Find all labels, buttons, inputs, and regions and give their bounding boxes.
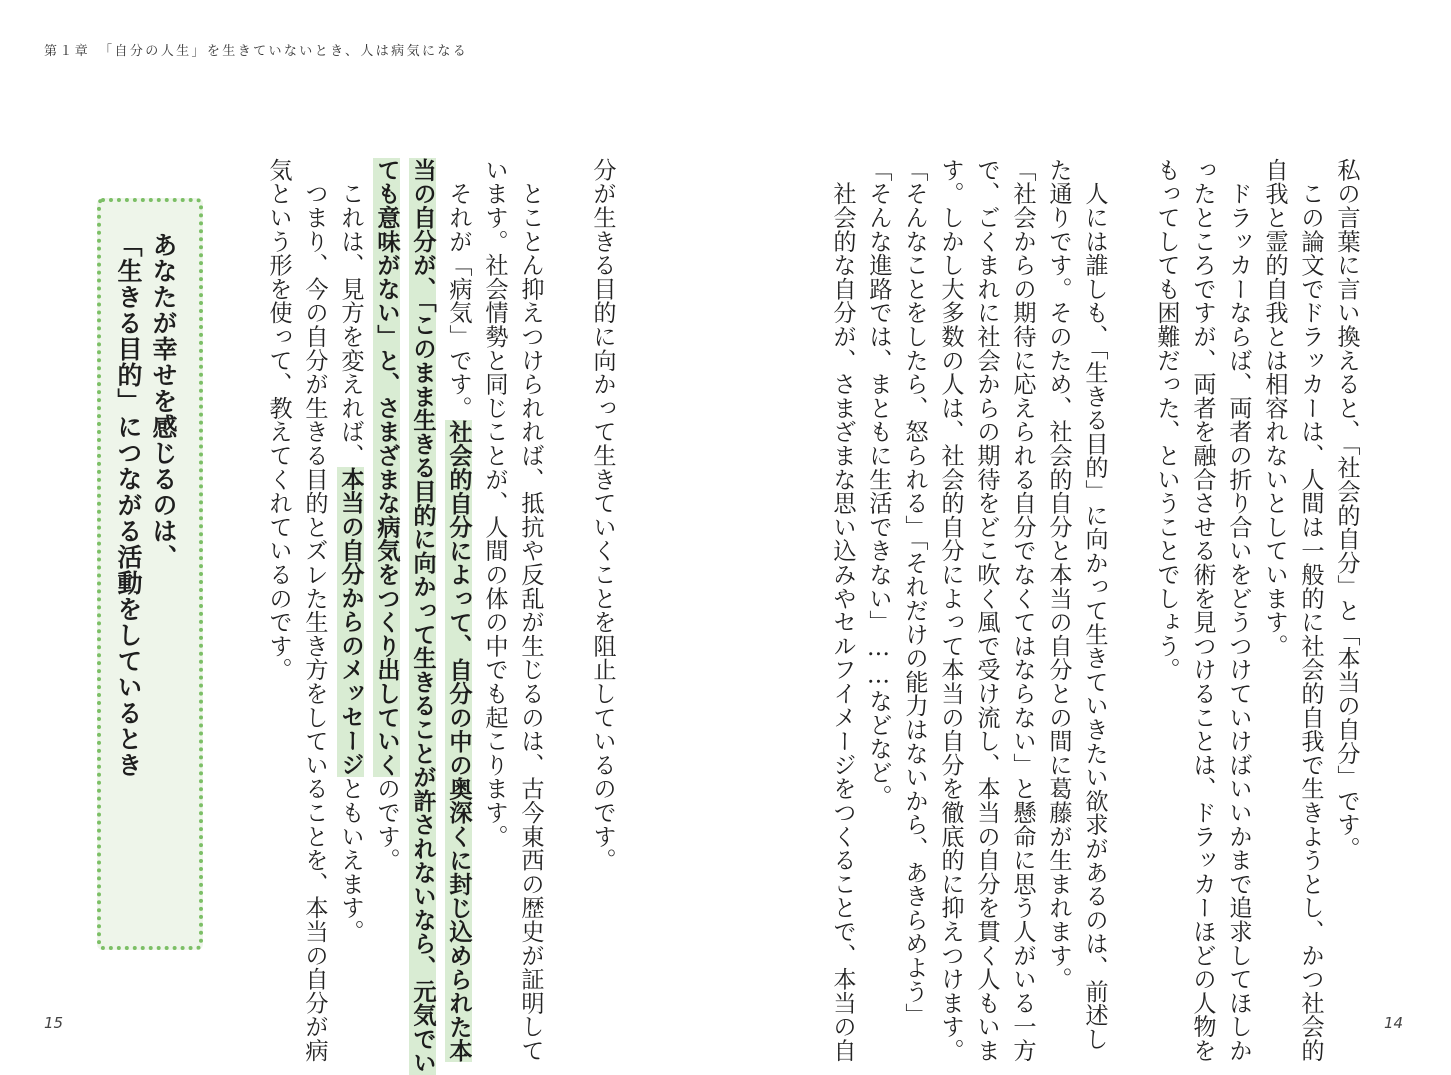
right-page-line-10: で、ごくまれに社会からの期待をどこ吹く風で受け流し、本当の自分を貫く人もいま [973, 158, 1000, 1063]
left-page-line-3: います。社会情勢と同じことが、人間の体の中でも起こります。 [481, 158, 508, 849]
left-page-line-6 [369, 158, 403, 872]
right-page-line-9: 「社会からの期待に応えられる自分でなくてはならない」と懸命に思う人がいる一方 [1009, 158, 1036, 1063]
callout-line-1: あなたが幸せを感じるのは、 [149, 232, 178, 570]
left-page-line-4-text: それが「病気」です。 [445, 158, 472, 420]
right-page-line-2: この論文でドラッカーは、人間は一般的に社会的自我で生きようとし、かつ社会的 [1297, 158, 1324, 1063]
highlighted-passage: 当の自分が、「このまま生きる目的に向かって生きることが許されないなら、元気でい [409, 158, 436, 1075]
left-page-line-9: 気という形を使って、教えてくれているのです。 [265, 158, 292, 682]
callout-line-2: 「生きる目的」につながる活動をしているとき [114, 232, 143, 778]
right-page-line-12: 「そんなことをしたら、怒られる」「それだけの能力はないから、あきらめよう」 [901, 158, 928, 1027]
running-head: 第１章 「自分の人生」を生きていないとき、人は病気になる [44, 44, 469, 59]
left-page-line-7-text: これは、見方を変えれば、 [337, 158, 364, 468]
right-page-line-11: す。しかし大多数の人は、社会的自分によって本当の自分を徹底的に抑えつけます。 [937, 158, 964, 1063]
right-page-line-8: た通りです。そのため、社会的自分と本当の自分との間に葛藤が生まれます。 [1045, 158, 1072, 991]
right-page-line-3: 自我と霊的自我とは相容れないとしています。 [1261, 158, 1288, 658]
callout-box [97, 198, 203, 950]
page-number-left: 15 [44, 1014, 64, 1032]
left-page-line-7-tail: ともいえます。 [337, 776, 364, 944]
left-page-line-1: 分が生きる目的に向かって生きていくことを阻止しているのです。 [589, 158, 616, 872]
right-page-line-13: 「そんな進路では、まともに生活できない」……などなど。 [865, 158, 892, 809]
left-page-line-2: とことん抑えつけられれば、抵抗や反乱が生じるのは、古今東西の歴史が証明して [517, 158, 544, 1063]
right-page-line-5: ったところですが、両者を融合させる術を見つけることは、ドラッカーほどの人物を [1189, 158, 1216, 1063]
left-page-line-4 [441, 158, 475, 1062]
highlighted-passage: ても意味がない」と、さまざまな病気をつくり出していく [373, 158, 400, 777]
left-page-line-5 [405, 158, 439, 1075]
right-page-line-7: 人には誰しも、「生きる目的」に向かって生きていきたい欲求があるのは、前述し [1081, 158, 1108, 1051]
right-page-line-6: もってしても困難だった、ということでしょう。 [1153, 158, 1180, 682]
page-number-right: 14 [1384, 1014, 1404, 1032]
highlighted-passage: 社会的自分によって、自分の中の奥深くに封じ込められた本 [445, 419, 472, 1063]
right-page-line-1: 私の言葉に言い換えると、「社会的自分」と「本当の自分」です。 [1333, 158, 1360, 861]
left-page-line-6-text: のです。 [373, 776, 400, 873]
left-page-line-7 [333, 158, 367, 943]
left-page-line-8: つまり、今の自分が生きる目的とズレた生き方をしていることを、本当の自分が病 [301, 158, 328, 1063]
right-page-line-4: ドラッカーならば、両者の折り合いをどうつけていけばいいかまで追求してほしか [1225, 158, 1252, 1063]
highlighted-passage: 本当の自分からのメッセージ [337, 467, 364, 777]
right-page-line-14: 社会的な自分が、さまざまな思い込みやセルフイメージをつくることで、本当の自 [829, 158, 856, 1063]
